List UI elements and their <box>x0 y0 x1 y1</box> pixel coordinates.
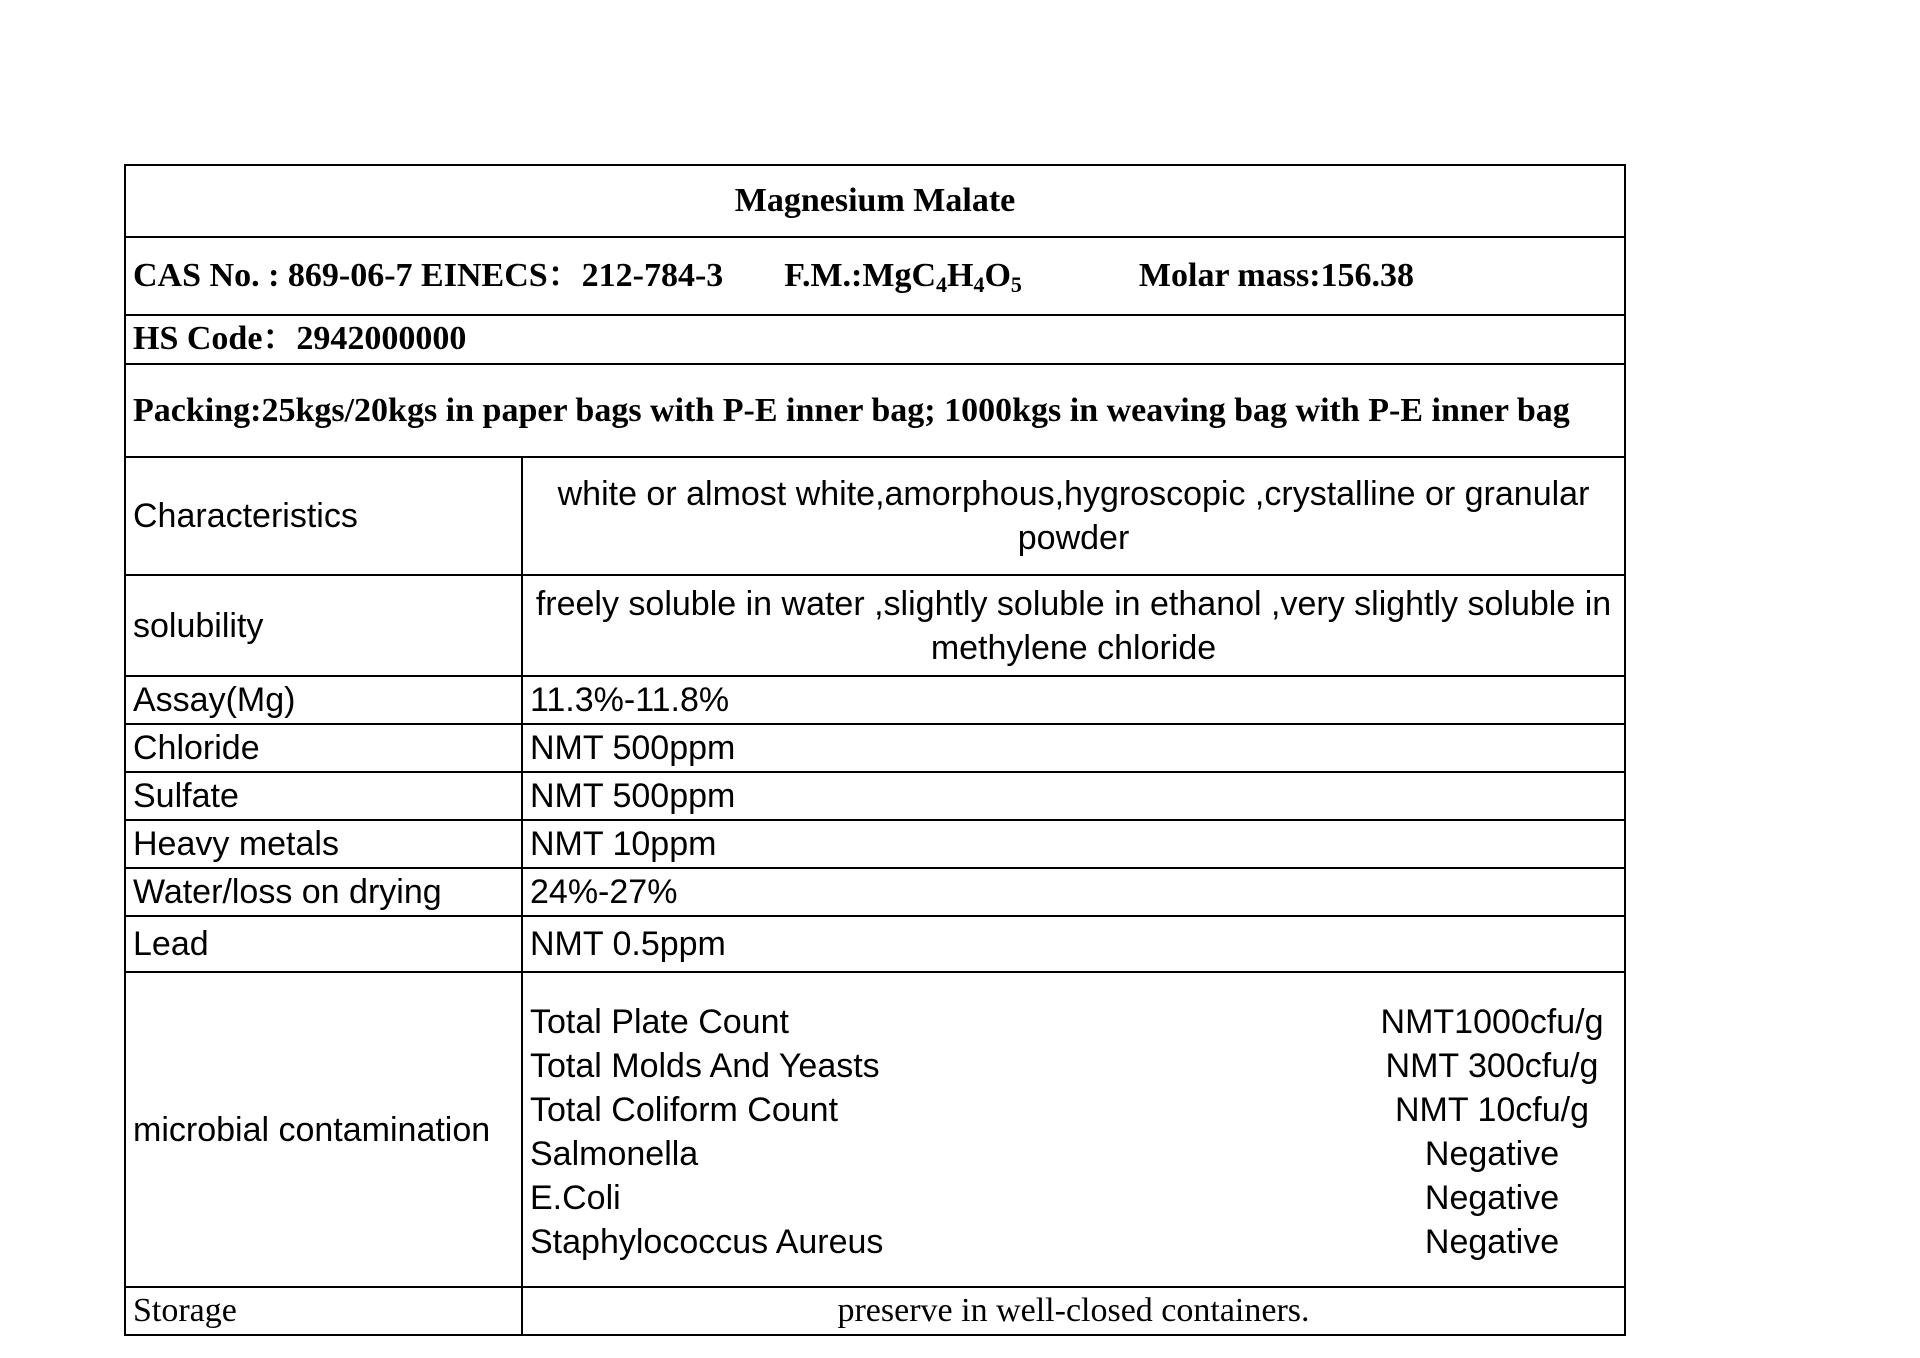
spec-row <box>125 724 1625 772</box>
microbial-limit: Negative <box>1424 1134 1560 1173</box>
hs-code-row <box>125 315 1625 364</box>
identity-cell <box>125 237 1625 315</box>
spec-label: Chloride <box>125 724 522 772</box>
microbial-limit: NMT 10cfu/g <box>1395 1090 1590 1129</box>
spec-label: Water/loss on drying <box>125 868 522 916</box>
einecs-number: EINECS：212-784-3 <box>421 256 724 294</box>
packing: Packing:25kgs/20kgs in paper bags with P-E inner bag; 1000kgs in weaving bag with P-E inner bag <box>125 364 1625 457</box>
microbial-test: Total Coliform Count <box>530 1090 839 1129</box>
microbial-item <box>530 1220 1617 1264</box>
microbial-item <box>530 1088 1617 1132</box>
storage-label: Storage <box>125 1287 522 1335</box>
microbial-test: Salmonella <box>530 1134 699 1173</box>
title-row <box>125 165 1625 237</box>
hs-code: HS Code：2942000000 <box>125 315 1625 364</box>
microbial-test: Total Molds And Yeasts <box>530 1046 880 1085</box>
microbial-limit: Negative <box>1424 1178 1560 1217</box>
product-title: Magnesium Malate <box>125 165 1625 237</box>
microbial-limit: Negative <box>1424 1222 1560 1261</box>
spec-row <box>125 868 1625 916</box>
storage-row <box>125 1287 1625 1335</box>
cas-number: CAS No. : 869-06-7 <box>133 256 413 294</box>
spec-row <box>125 916 1625 972</box>
microbial-item <box>530 1044 1617 1088</box>
storage-value: preserve in well-closed containers. <box>522 1287 1625 1335</box>
microbial-label: microbial contamination <box>125 972 522 1287</box>
spec-value: white or almost white,amorphous,hygroscopic ,crystalline or granular powder <box>522 457 1625 575</box>
microbial-list <box>530 982 1617 1278</box>
spec-value: 24%-27% <box>522 868 1625 916</box>
spec-row <box>125 676 1625 724</box>
microbial-item <box>530 1000 1617 1044</box>
spec-row <box>125 772 1625 820</box>
spec-label: Assay(Mg) <box>125 676 522 724</box>
microbial-item <box>530 1176 1617 1220</box>
microbial-test: Total Plate Count <box>530 1002 789 1041</box>
spec-label: Heavy metals <box>125 820 522 868</box>
spec-value: NMT 0.5ppm <box>522 916 1625 972</box>
microbial-limit: NMT1000cfu/g <box>1380 1002 1604 1041</box>
spec-value: NMT 500ppm <box>522 724 1625 772</box>
spec-row <box>125 575 1625 676</box>
spec-value: freely soluble in water ,slightly soluble in ethanol ,very slightly soluble in methylene chloride <box>522 575 1625 676</box>
formula: $F.M.:MgC_4H_4O_5$ <box>784 256 1022 297</box>
microbial-item <box>530 1132 1617 1176</box>
spec-row <box>125 457 1625 575</box>
molar-mass: Molar mass:156.38 <box>1138 256 1415 294</box>
microbial-test: Staphylococcus Aureus <box>530 1222 884 1261</box>
spec-label: solubility <box>125 575 522 676</box>
spec-value: NMT 500ppm <box>522 772 1625 820</box>
spec-sheet <box>124 164 1624 1336</box>
spec-label: Sulfate <box>125 772 522 820</box>
spec-table <box>124 164 1626 1336</box>
microbial-values <box>522 972 1625 1287</box>
microbial-test: E.Coli <box>530 1178 621 1217</box>
microbial-row <box>125 972 1625 1287</box>
spec-label: Lead <box>125 916 522 972</box>
identity-row <box>125 237 1625 315</box>
spec-row <box>125 820 1625 868</box>
spec-label: Characteristics <box>125 457 522 575</box>
packing-row <box>125 364 1625 457</box>
spec-value: NMT 10ppm <box>522 820 1625 868</box>
spec-value: 11.3%-11.8% <box>522 676 1625 724</box>
microbial-limit: NMT 300cfu/g <box>1385 1046 1599 1085</box>
